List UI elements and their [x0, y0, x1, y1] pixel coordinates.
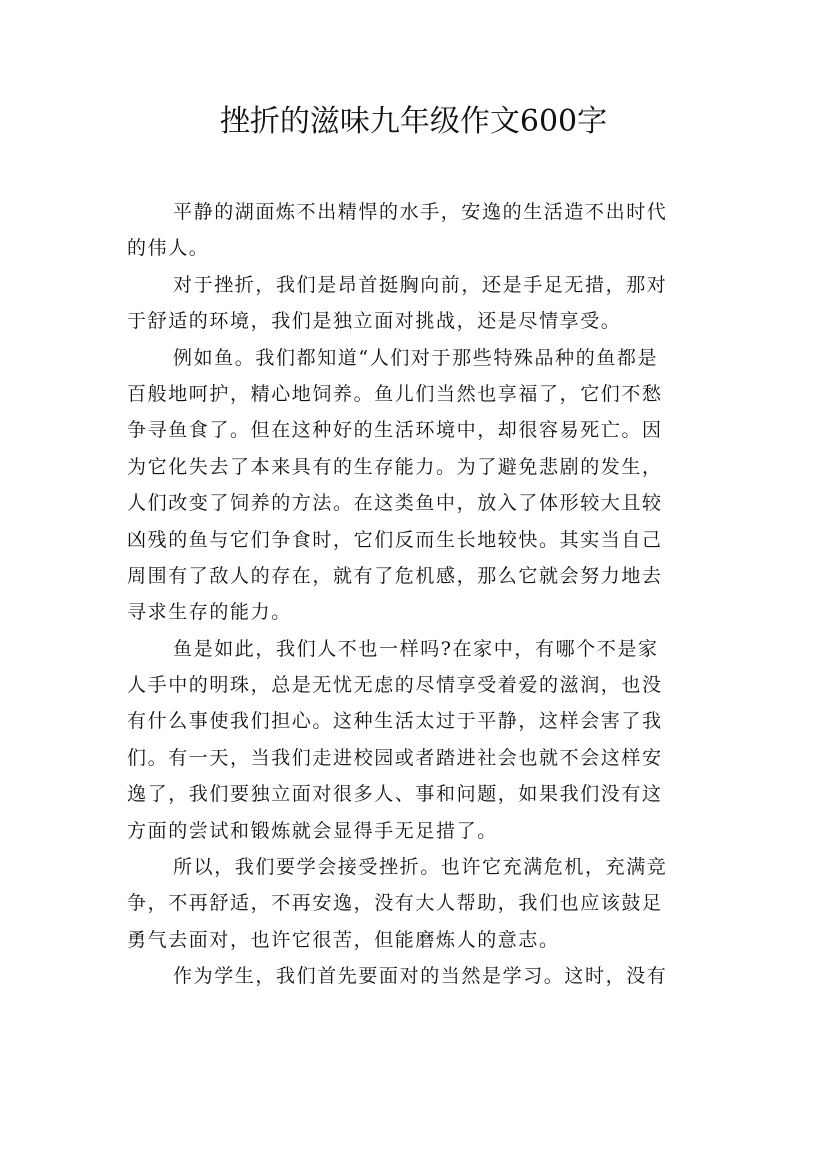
text-line: 对于挫折，我们是昂首挺胸向前，还是手足无措，那对 [173, 273, 668, 296]
text-line: 于舒适的环境，我们是独立面对挑战，还是尽情享受。 [127, 310, 622, 333]
paragraph [127, 340, 711, 631]
text-line: 争，不再舒适，不再安逸，没有大人帮助，我们也应该鼓足 [127, 892, 663, 915]
paragraph [127, 267, 711, 340]
paragraph [127, 631, 711, 849]
text-line: 寻求生存的能力。 [127, 601, 292, 624]
text-line: 逸了，我们要独立面对很多人、事和问题，如果我们没有这 [127, 783, 663, 806]
page-title: 挫折的滋味九年级作文600字 [219, 104, 608, 139]
text-line: 所以，我们要学会接受挫折。也许它充满危机，充满竞 [173, 856, 668, 879]
text-line: 人们改变了饲养的方法。在这类鱼中，放入了体形较大且较 [127, 492, 663, 515]
text-line: 的伟人。 [127, 237, 210, 260]
text-line: 百般地呵护，精心地饲养。鱼儿们当然也享福了，它们不愁 [127, 382, 663, 405]
text-line: 人手中的明珠，总是无忧无虑的尽情享受着爱的滋润，也没 [127, 674, 663, 697]
text-line: 例如鱼。我们都知道“人们对于那些特殊品种的鱼都是 [173, 346, 659, 369]
essay-body [127, 194, 711, 995]
text-line: 作为学生，我们首先要面对的当然是学习。这时，没有 [173, 965, 668, 988]
text-line: 方面的尝试和锻炼就会显得手无足措了。 [127, 819, 498, 842]
text-line: 平静的湖面炼不出精悍的水手，安逸的生活造不出时代 [173, 201, 668, 223]
text-line: 为它化失去了本来具有的生存能力。为了避免悲剧的发生， [127, 455, 663, 478]
text-line: 周围有了敌人的存在，就有了危机感，那么它就会努力地去 [127, 564, 663, 587]
paragraph [127, 194, 711, 267]
text-line: 鱼是如此，我们人不也一样吗?在家中，有哪个不是家 [173, 637, 659, 660]
paragraph [127, 849, 711, 958]
text-line: 们。有一天，当我们走进校园或者踏进社会也就不会这样安 [127, 746, 663, 769]
text-line: 有什么事使我们担心。这种生活太过于平静，这样会害了我 [127, 710, 663, 733]
text-line: 勇气去面对，也许它很苦，但能磨炼人的意志。 [127, 928, 560, 951]
text-line: 争寻鱼食了。但在这种好的生活环境中，却很容易死亡。因 [127, 419, 663, 442]
text-line: 凶残的鱼与它们争食时，它们反而生长地较快。其实当自己 [127, 528, 663, 551]
paragraph [127, 958, 711, 994]
